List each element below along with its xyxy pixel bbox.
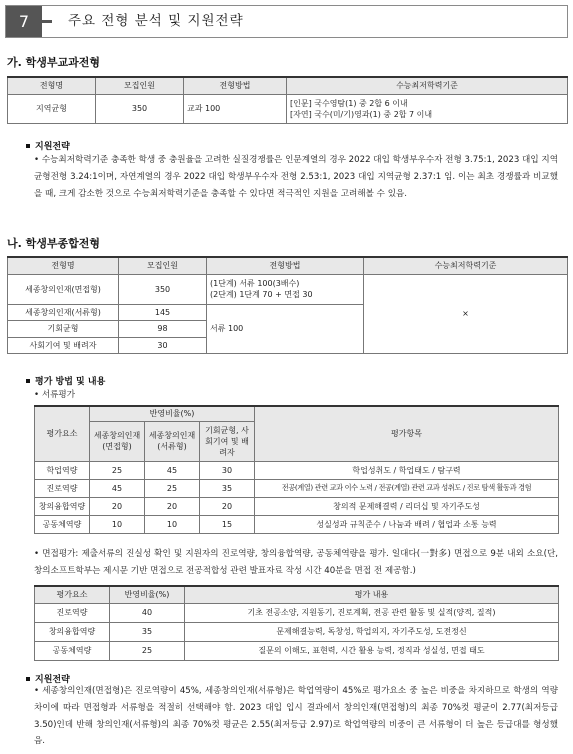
na-table — [7, 256, 568, 354]
round-bullet-icon: • — [34, 549, 43, 559]
iv-th-content: 평가 내용 — [185, 586, 559, 603]
na-strategy-text — [34, 683, 558, 750]
doc-eval-label-text: 서류평가 — [41, 390, 76, 400]
ga-strategy-para — [34, 152, 558, 202]
eval-cell-v3: 15 — [200, 515, 255, 533]
table-row — [35, 603, 559, 622]
interview-para — [34, 546, 558, 580]
round-bullet-icon: • — [34, 390, 42, 400]
iv-cell-ratio: 25 — [110, 641, 185, 660]
na-eval-heading-text: 평가 방법 및 내용 — [35, 377, 106, 387]
na-method-a-line1: (1단계) 서류 100(3배수) — [210, 279, 300, 288]
eval-cell-items: 전공(계열) 관련 교과 이수 노력 / 전공(계열) 관련 교과 성취도 / 진로 탐색 활동과 경험 — [255, 479, 559, 497]
ga-th-count: 모집인원 — [96, 77, 184, 94]
ga-th-method: 전형방법 — [184, 77, 287, 94]
section-na-heading: 나. 학생부종합전형 — [7, 237, 101, 250]
na-strategy-para — [34, 683, 558, 750]
na-strategy-heading-text: 지원전략 — [35, 675, 70, 685]
na-cell-method-a — [207, 274, 364, 304]
na-cell-count: 98 — [119, 320, 207, 337]
eval-cell-v1: 10 — [90, 515, 145, 533]
na-cell-count: 350 — [119, 274, 207, 304]
eval-cell-items: 학업성취도 / 학업태도 / 탐구력 — [255, 461, 559, 479]
eval-cell-v2: 45 — [145, 461, 200, 479]
table-row — [35, 497, 559, 515]
table-row — [8, 274, 568, 304]
eval-cell-v1: 45 — [90, 479, 145, 497]
iv-th-element: 평가요소 — [35, 586, 110, 603]
iv-cell-content: 기초 전공소양, 지원동기, 진로계획, 전공 관련 활동 및 실적(양적, 질적) — [185, 603, 559, 622]
na-cell-name: 세종창의인재(면접형) — [8, 274, 119, 304]
na-th-method: 전형방법 — [207, 257, 364, 274]
ga-strategy-heading-text: 지원전략 — [35, 142, 70, 152]
chapter-connector — [42, 20, 52, 23]
ga-cell-method: 교과 100 — [184, 94, 287, 123]
eval-cell-v3: 20 — [200, 497, 255, 515]
ga-min-line1: [인문] 국수영탐(1) 중 2합 6 이내 — [290, 98, 408, 108]
na-cell-name: 세종창의인재(서류형) — [8, 304, 119, 320]
square-bullet-icon — [26, 677, 30, 681]
eval-cell-element: 학업역량 — [35, 461, 90, 479]
eval-cell-element: 창의융합역량 — [35, 497, 90, 515]
ga-cell-min — [287, 94, 568, 123]
round-bullet-icon: • — [34, 686, 43, 696]
na-th-name: 전형명 — [8, 257, 119, 274]
iv-cell-content: 문제해결능력, 독창성, 학업의지, 자기주도성, 도전정신 — [185, 622, 559, 641]
eval-th-col2: 세종창의인재 (서류형) — [145, 421, 200, 461]
chapter-header — [5, 5, 568, 38]
square-bullet-icon — [26, 379, 30, 383]
table-row — [8, 94, 568, 123]
ga-table — [7, 76, 568, 124]
eval-cell-v3: 35 — [200, 479, 255, 497]
eval-cell-v2: 10 — [145, 515, 200, 533]
eval-th-col1: 세종창의인재 (면접형) — [90, 421, 145, 461]
eval-th-ratio: 반영비율(%) — [90, 406, 255, 421]
iv-cell-element: 진로역량 — [35, 603, 110, 622]
ga-strategy-text — [34, 152, 558, 202]
na-cell-count: 145 — [119, 304, 207, 320]
ga-cell-count: 350 — [96, 94, 184, 123]
chapter-number: 7 — [6, 6, 42, 37]
na-cell-min: × — [364, 274, 568, 353]
ga-strategy-heading — [26, 139, 70, 152]
eval-cell-v2: 20 — [145, 497, 200, 515]
na-cell-method-b: 서류 100 — [207, 304, 364, 353]
eval-cell-v3: 30 — [200, 461, 255, 479]
iv-cell-ratio: 35 — [110, 622, 185, 641]
ga-cell-name: 지역균형 — [8, 94, 96, 123]
na-cell-count: 30 — [119, 337, 207, 353]
section-ga-heading: 가. 학생부교과전형 — [7, 56, 101, 69]
square-bullet-icon — [26, 144, 30, 148]
doc-eval-label — [34, 388, 75, 400]
na-method-a-line2: (2단계) 1단계 70 + 면접 30 — [210, 290, 313, 299]
iv-cell-element: 공동체역량 — [35, 641, 110, 660]
eval-cell-element: 진로역량 — [35, 479, 90, 497]
ga-th-min: 수능최저학력기준 — [287, 77, 568, 94]
ga-th-name: 전형명 — [8, 77, 96, 94]
iv-cell-element: 창의융합역량 — [35, 622, 110, 641]
iv-th-ratio: 반영비율(%) — [110, 586, 185, 603]
eval-cell-v1: 20 — [90, 497, 145, 515]
eval-th-col3: 기회균형, 사회기여 및 배려자 — [200, 421, 255, 461]
eval-cell-v1: 25 — [90, 461, 145, 479]
interview-text — [34, 546, 558, 580]
ga-strategy-content: 수능최저학력기준 충족한 학생 중 충원율을 고려한 실질경쟁률은 인문계열의 경우 2022 대입 학생부우수자 전형 3.75:1, 2023 대입 지역균형전형 3.24:1이며, 자연계열의 경우 2022 대입 학생부우수자 전형 2.53:1, 2023 대입 지역균형 2.37:1 임. 이는 최초 경쟁률과 비교했을 때, 크게 감소한 것으로 수능최저학력기준을 충족할 수 있다면 적극적인 지원을 고려해볼 수 있음. — [34, 155, 558, 199]
table-row — [35, 622, 559, 641]
table-row — [35, 515, 559, 533]
ga-min-line2: [자연] 국수(미/기)영과(1) 중 2합 7 이내 — [290, 109, 433, 119]
interview-content: 면접평가: 제출서류의 진실성 확인 및 지원자의 진로역량, 창의융합역량, 공동체역량을 평가. 일대다(一對多) 면접으로 9분 내외 소요(단, 창의소프트학부는 제시문 기반 면접으로 전공적합성 관련 발표자료 작성 시간 40분을 면접 전 제공함.) — [34, 549, 558, 576]
interview-table — [34, 585, 559, 661]
table-row — [35, 479, 559, 497]
na-eval-heading — [26, 374, 105, 387]
chapter-title: 주요 전형 분석 및 지원전략 — [68, 13, 244, 29]
eval-table — [34, 405, 559, 534]
eval-cell-items: 창의적 문제해결력 / 리더십 및 자기주도성 — [255, 497, 559, 515]
eval-cell-v2: 25 — [145, 479, 200, 497]
eval-cell-items: 성실성과 규칙준수 / 나눔과 배려 / 협업과 소통 능력 — [255, 515, 559, 533]
table-row — [35, 641, 559, 660]
eval-th-element: 평가요소 — [35, 406, 90, 461]
na-strategy-content: 세종창의인재(면접형)은 진로역량이 45%, 세종창의인재(서류형)은 학업역량이 45%로 평가요소 중 높은 비중을 차지하므로 학생의 역량 차이에 따라 면접형과 서류형을 적절히 선택해야 함. 2023 대입 입시 결과에서 창의인재(면접형)의 최종 70%컷 평균이 2.77(최저등급 3.50)인데 반해 창의인재(서류형)의 최종 70%컷 평균은 2.55(최저등급 2.97)로 학업역량의 비중이 큰 서류형이 더 높은 등급대를 형성했음. — [34, 686, 558, 747]
na-th-count: 모집인원 — [119, 257, 207, 274]
table-row — [35, 461, 559, 479]
na-th-min: 수능최저학력기준 — [364, 257, 568, 274]
round-bullet-icon: • — [34, 155, 42, 165]
iv-cell-content: 질문의 이해도, 표현력, 시간 활용 능력, 정직과 성실성, 면접 태도 — [185, 641, 559, 660]
eval-cell-element: 공동체역량 — [35, 515, 90, 533]
eval-th-items: 평가항목 — [255, 406, 559, 461]
na-cell-name: 기회균형 — [8, 320, 119, 337]
iv-cell-ratio: 40 — [110, 603, 185, 622]
na-cell-name: 사회기여 및 배려자 — [8, 337, 119, 353]
